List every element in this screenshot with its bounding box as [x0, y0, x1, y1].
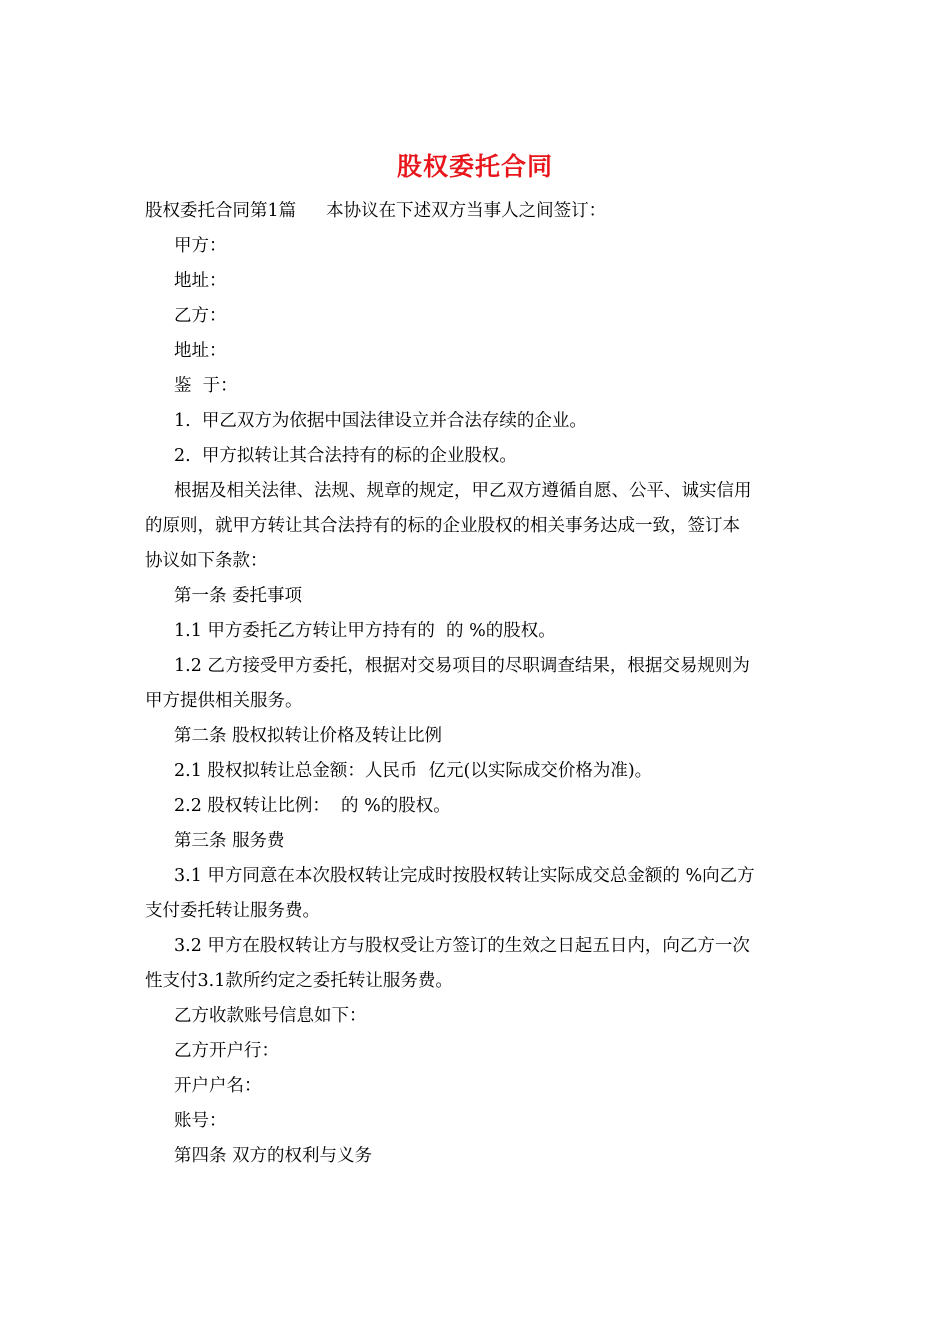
intro-text: 本协议在下述双方当事人之间签订： — [326, 201, 607, 221]
paragraph-line: 的原则，就甲方转让其合法持有的标的企业股权的相关事务达成一致，签订本 — [145, 516, 740, 536]
clause-1-1: 1.1 甲方委托乙方转让甲方持有的 的 %的股权。 — [174, 621, 556, 641]
clause-3-2-cont: 性支付3.1款所约定之委托转让服务费。 — [145, 971, 453, 991]
whereas-item-2: 2. 甲方拟转让其合法持有的标的企业股权。 — [174, 446, 517, 466]
clause-2-1: 2.1 股权拟转让总金额：人民币 亿元(以实际成交价格为准)。 — [174, 761, 653, 781]
article-2-heading: 第二条 股权拟转让价格及转让比例 — [174, 726, 443, 746]
clause-3-2: 3.2 甲方在股权转让方与股权受让方签订的生效之日起五日内，向乙方一次 — [174, 936, 750, 956]
clause-2-2: 2.2 股权转让比例： 的 %的股权。 — [174, 796, 451, 816]
address-b-line: 地址： — [174, 341, 227, 361]
article-1-heading: 第一条 委托事项 — [174, 586, 303, 606]
bank-line: 乙方开户行： — [174, 1041, 279, 1061]
party-a-line: 甲方： — [174, 236, 227, 256]
document-title: 股权委托合同 — [396, 152, 553, 181]
article-heading: 股权委托合同第1篇 — [145, 201, 297, 221]
article-4-heading: 第四条 双方的权利与义务 — [174, 1146, 373, 1166]
clause-1-2: 1.2 乙方接受甲方委托，根据对交易项目的尽职调查结果，根据交易规则为 — [174, 656, 750, 676]
document-body — [145, 194, 813, 1174]
whereas-item-1: 1. 甲乙双方为依据中国法律设立并合法存续的企业。 — [174, 411, 587, 431]
clause-3-1: 3.1 甲方同意在本次股权转让完成时按股权转让实际成交总金额的 %向乙方 — [174, 866, 755, 886]
whereas-line: 鉴 于： — [174, 376, 238, 396]
account-name-line: 开户户名： — [174, 1076, 262, 1096]
account-info-line: 乙方收款账号信息如下： — [174, 1006, 367, 1026]
article-3-heading: 第三条 服务费 — [174, 831, 285, 851]
account-number-line: 账号： — [174, 1111, 227, 1131]
party-b-line: 乙方： — [174, 306, 227, 326]
first-line — [145, 194, 813, 229]
address-a-line: 地址： — [174, 271, 227, 291]
clause-1-2-cont: 甲方提供相关服务。 — [145, 691, 303, 711]
clause-3-1-cont: 支付委托转让服务费。 — [145, 901, 320, 921]
paragraph-line: 协议如下条款： — [145, 551, 268, 571]
paragraph-line: 根据及相关法律、法规、规章的规定，甲乙双方遵循自愿、公平、诚实信用 — [174, 481, 752, 501]
